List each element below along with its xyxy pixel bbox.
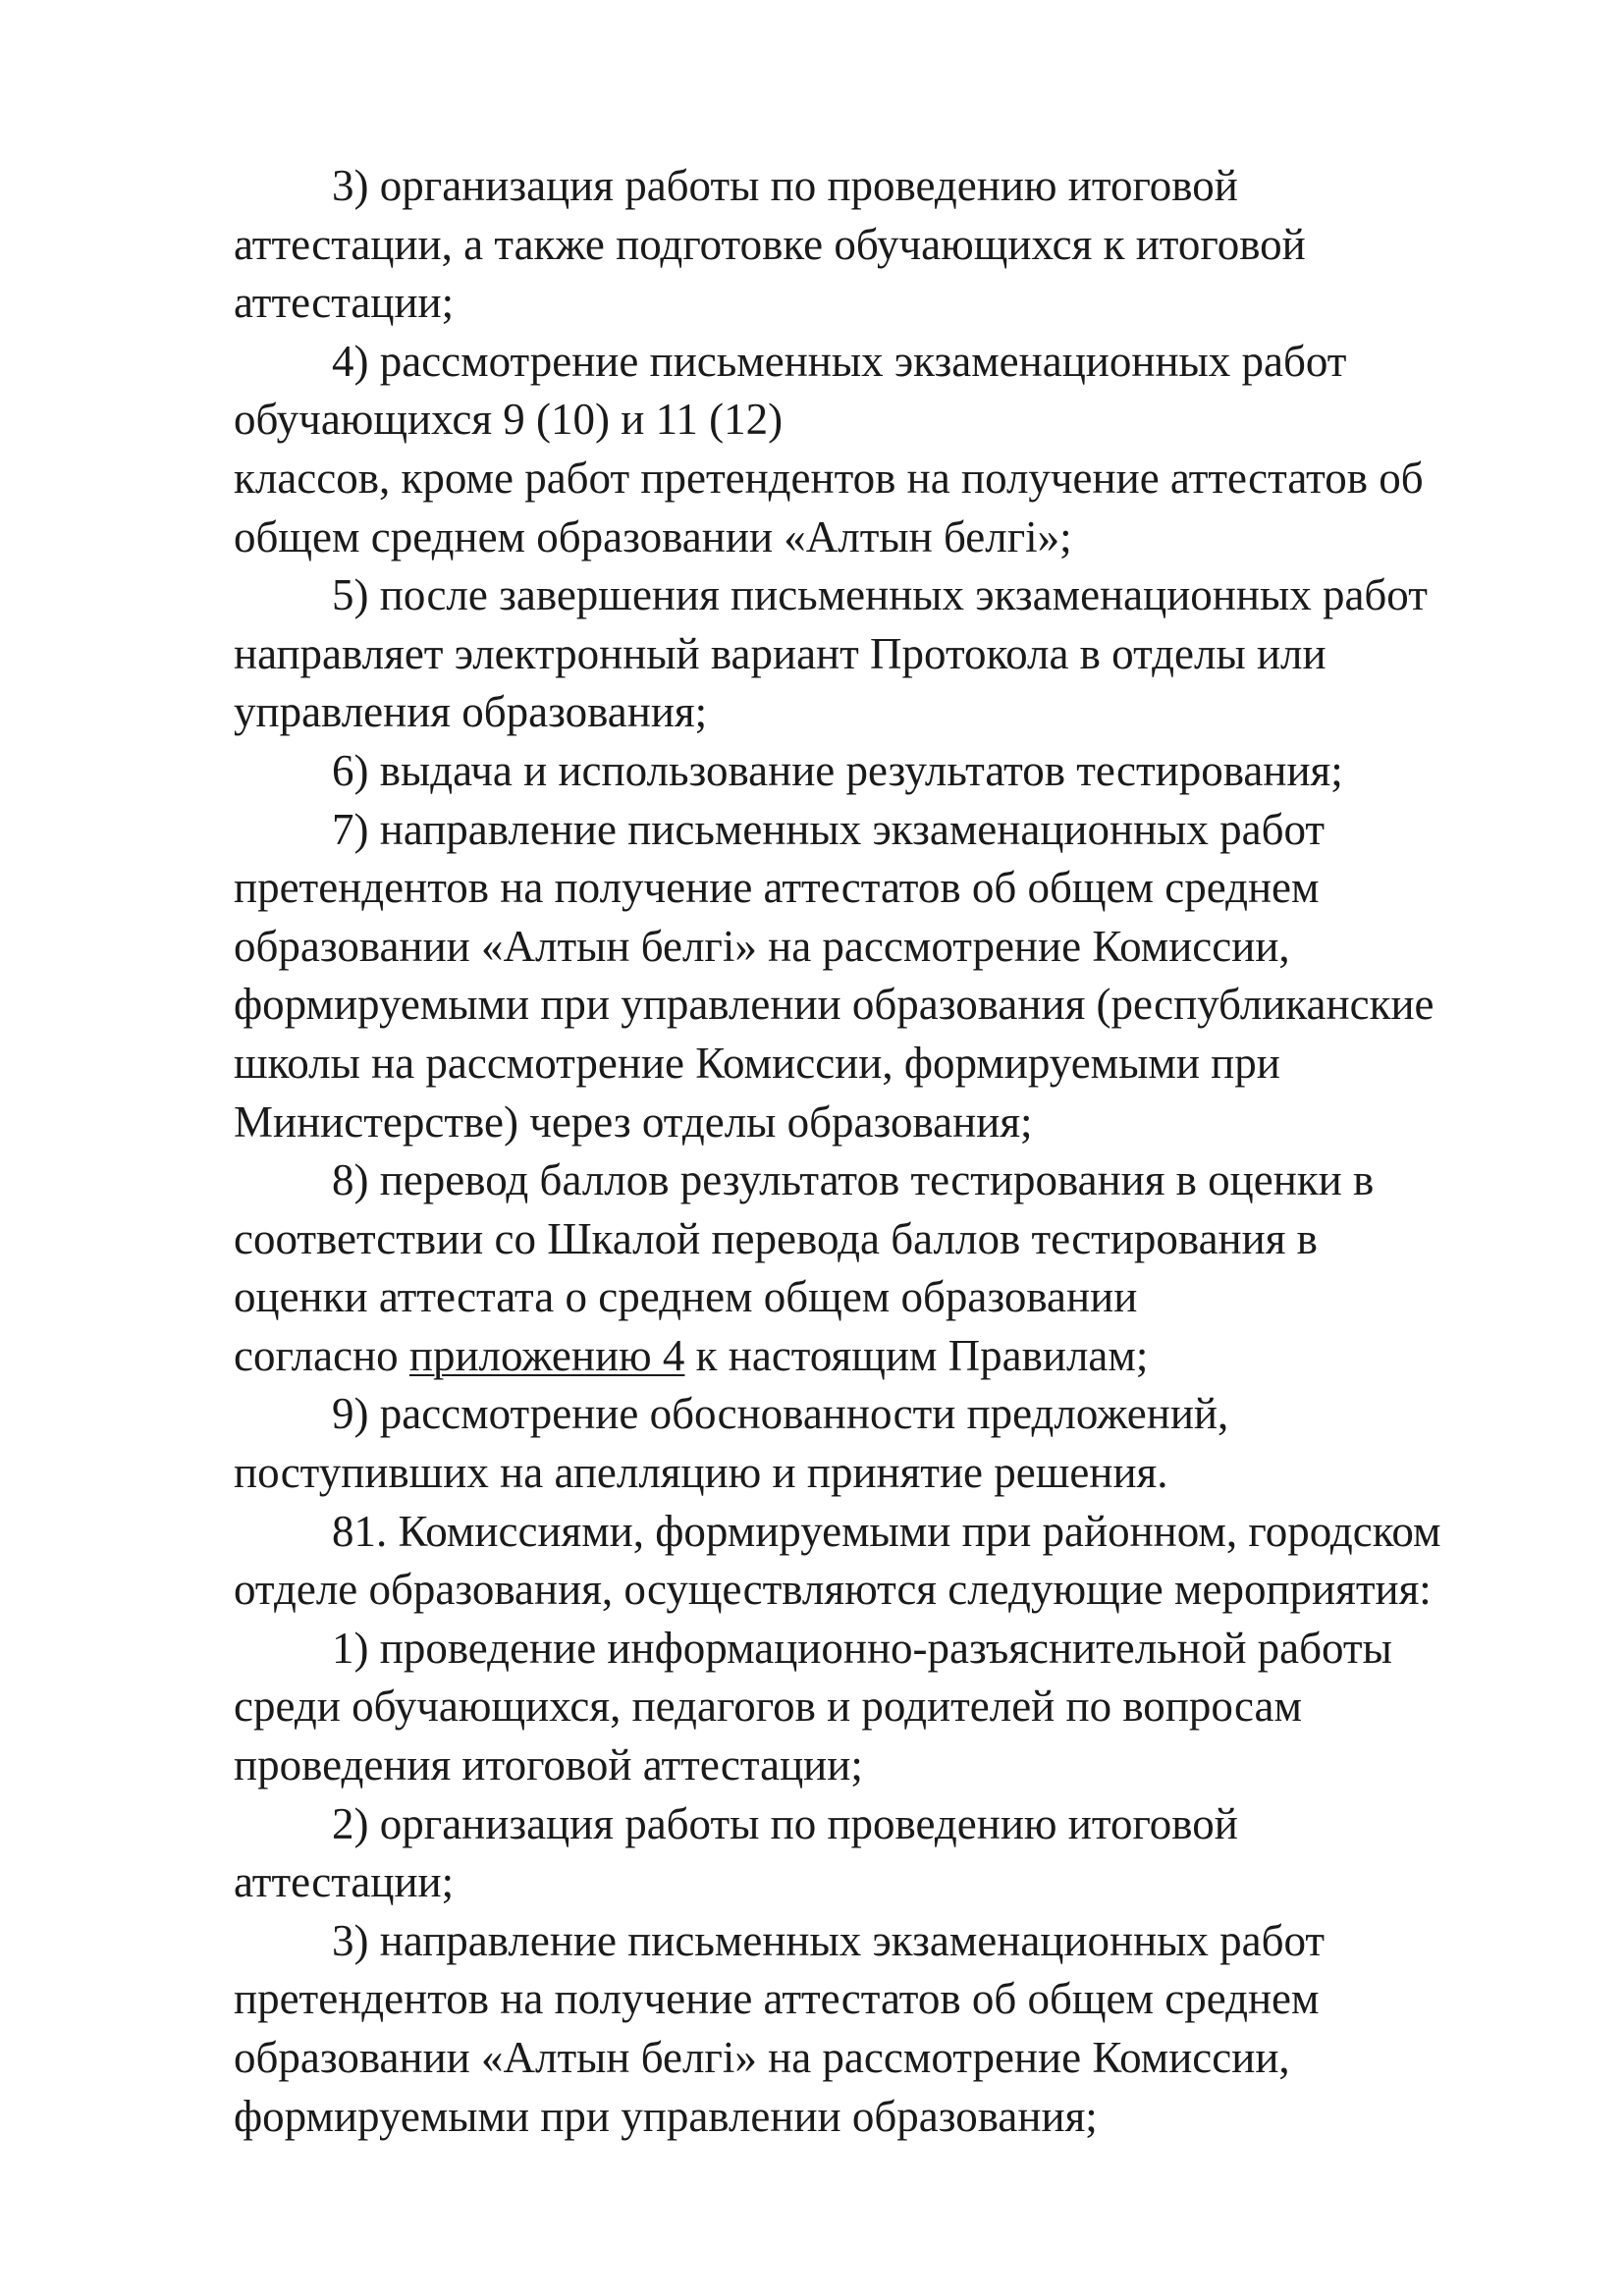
paragraph-item-4-line: обучающихся 9 (10) и 11 (12) xyxy=(234,395,784,445)
paragraph-item-8-line: соответствии со Шкалой перевода баллов тестирования в xyxy=(234,1213,1318,1263)
paragraph-item-6-line: 6) выдача и использование результатов тестирования; xyxy=(332,745,1343,795)
paragraph-item-7-line: 7) направление письменных экзаменационных работ xyxy=(332,804,1326,854)
paragraph-item-9-line: поступивших на апелляцию и принятие решения. xyxy=(234,1448,1168,1498)
paragraph-item-3-line: аттестации, а также подготовке обучающихся к итоговой xyxy=(234,219,1306,269)
paragraph-item-4-line: 4) рассмотрение письменных экзаменационных работ xyxy=(332,336,1347,386)
paragraph-81-line: отделе образования, осуществляются следующие мероприятия: xyxy=(234,1565,1432,1615)
paragraph-81-item-3-line: претендентов на получение аттестатов об общем среднем xyxy=(234,1974,1320,2024)
paragraph-81-item-2-line: 2) организация работы по проведению итоговой xyxy=(332,1798,1238,1848)
paragraph-item-8-line: 8) перевод баллов результатов тестирования в оценки в xyxy=(332,1155,1375,1205)
paragraph-item-8-annex-line xyxy=(234,1327,1530,1386)
paragraph-item-9-line: 9) рассмотрение обоснованности предложений, xyxy=(332,1389,1229,1439)
paragraph-81-item-3-line: образовании «Алтын белгі» на рассмотрение Комиссии, xyxy=(234,2033,1290,2082)
annex-text-before: согласно xyxy=(234,1330,409,1380)
paragraph-item-5-line: 5) после завершения письменных экзаменационных работ xyxy=(332,570,1428,620)
paragraph-item-3-line: 3) организация работы по проведению итоговой xyxy=(332,161,1238,210)
paragraph-item-4-line: классов, кроме работ претендентов на получение аттестатов об xyxy=(234,453,1424,503)
annex-text-after: к настоящим Правилам; xyxy=(684,1330,1149,1380)
paragraph-81-item-3-line: формируемыми при управлении образования; xyxy=(234,2091,1098,2141)
paragraph-item-7-line: образовании «Алтын белгі» на рассмотрение Комиссии, xyxy=(234,921,1290,971)
paragraph-item-7-line: Министерстве) через отделы образования; xyxy=(234,1096,1033,1147)
document-body xyxy=(234,157,1530,2146)
annex-4-link[interactable]: приложению 4 xyxy=(408,1330,685,1380)
paragraph-item-3-line: аттестации; xyxy=(234,278,455,328)
paragraph-item-5-line: направляет электронный вариант Протокола в отделы или xyxy=(234,628,1326,678)
paragraph-81-item-1-line: 1) проведение информационно-разъяснительной работы xyxy=(332,1623,1392,1673)
paragraph-81-line: 81. Комиссиями, формируемыми при районном, городском xyxy=(332,1506,1441,1556)
paragraph-81-item-3-line: 3) направление письменных экзаменационных работ xyxy=(332,1915,1326,1965)
paragraph-item-4-line: общем среднем образовании «Алтын белгі»; xyxy=(234,511,1072,561)
paragraph-81-item-1-line: проведения итоговой аттестации; xyxy=(234,1740,863,1790)
paragraph-item-7-line: претендентов на получение аттестатов об общем среднем xyxy=(234,863,1320,913)
paragraph-item-5-line: управления образования; xyxy=(234,687,708,737)
paragraph-item-7-line: формируемыми при управлении образования (республиканские xyxy=(234,980,1435,1030)
paragraph-81-item-1-line: среди обучающихся, педагогов и родителей по вопросам xyxy=(234,1682,1302,1732)
paragraph-item-8-line: оценки аттестата о среднем общем образовании xyxy=(234,1272,1138,1322)
paragraph-81-item-2-line: аттестации; xyxy=(234,1857,455,1907)
paragraph-item-7-line: школы на рассмотрение Комиссии, формируемыми при xyxy=(234,1038,1280,1088)
